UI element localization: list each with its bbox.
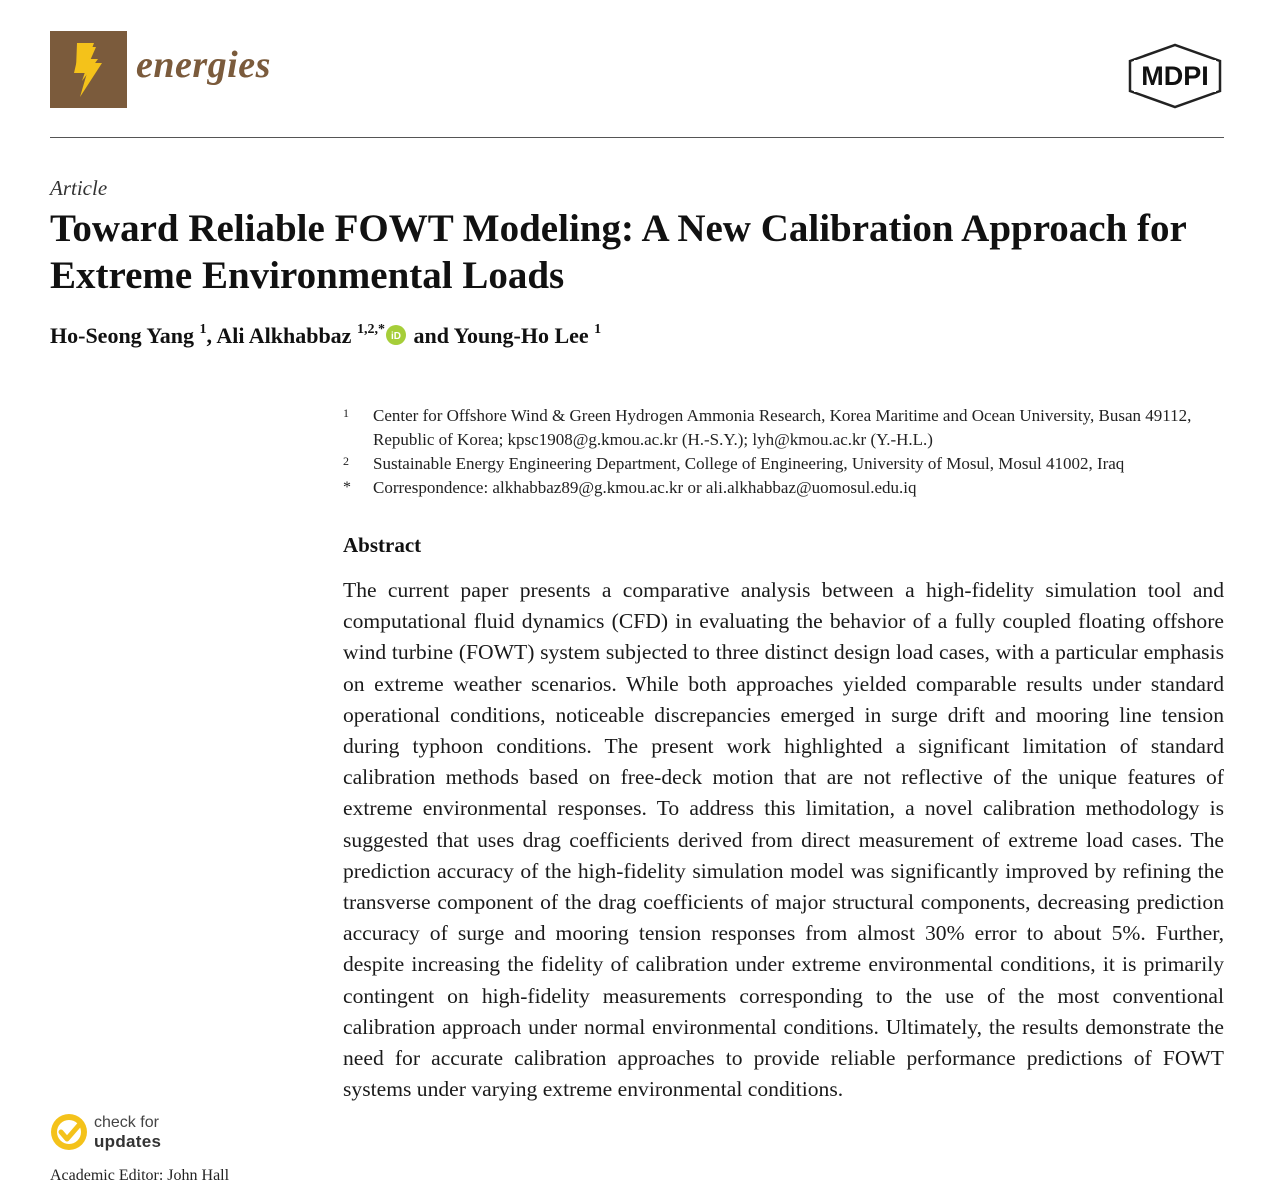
check-label: check for [94, 1114, 159, 1131]
abstract-heading: Abstract [343, 533, 422, 557]
abstract-text: The current paper presents a comparative analysis between a high-fidelity simulation tool and computational fluid dynamics (CFD) in evaluating the behavior of a fully coupled floating offshore wind turbine (FOWT) system subjected to three distinct design load cases, with a particular emphasis on extreme weather scenarios. While both approaches yielded comparable results under standard operational conditions, noticeable discrepancies emerged in surge drift and mooring line tension during typhoon conditions. The present work highlighted a significant limitation of standard calibration methods based on free-deck motion that are not reflective of the unique features of extreme environmental responses. To address this limitation, a novel calibration methodology is suggested that uses drag coefficients derived from direct measurement of extreme load cases. The prediction accuracy of the high-fidelity simulation model was significantly improved by refining the transverse component of the drag coefficients of major structural components, decreasing prediction accuracy of surge and mooring tension responses from almost 30% error to about 5%. Further, despite increasing the fidelity of calibration under extreme environmental conditions, it is primarily contingent on high-fidelity measurements corresponding to the use of the most conventional calibration approach under normal environmental conditions. Ultimately, the results demonstrate the need for accurate calibration approaches to provide reliable performance predictions of FOWT systems under varying extreme environmental conditions. [343, 578, 1224, 1102]
orcid-icon[interactable] [386, 325, 406, 345]
correspondence-item [343, 476, 1233, 500]
affiliation-number: 1 [343, 406, 349, 420]
author-name[interactable]: Ali Alkhabbaz [216, 323, 352, 348]
affiliations [343, 404, 1233, 500]
journal-header [50, 31, 1224, 111]
correspondence-text[interactable]: Correspondence: alkhabbaz89@g.kmou.ac.kr or ali.alkhabbaz@uomosul.edu.iq [373, 478, 917, 497]
header-divider [50, 137, 1224, 138]
lightning-bolt-logo-icon[interactable] [50, 31, 127, 108]
affiliation-mark: 1 [594, 321, 602, 337]
author-list [50, 323, 601, 349]
article-title: Toward Reliable FOWT Modeling: A New Calibration Approach for Extreme Environmental Loads [50, 207, 1187, 297]
publisher-name: MDPI [1141, 61, 1209, 91]
academic-editor: Academic Editor: John Hall [50, 1167, 230, 1184]
check-for-updates-badge[interactable] [50, 1113, 190, 1157]
affiliation-item [343, 404, 1233, 452]
author-name[interactable]: Ho-Seong Yang [50, 323, 195, 348]
affiliation-text: Sustainable Energy Engineering Department, College of Engineering, University of Mosul, Mosul 41002, Iraq [373, 454, 1125, 473]
affiliation-item [343, 452, 1233, 476]
correspondence-mark: * [343, 479, 351, 496]
affiliation-text: Center for Offshore Wind & Green Hydrogen Ammonia Research, Korea Maritime and Ocean University, Busan 49112, Republic of Korea; kpsc1908@g.kmou.ac.kr (H.-S.Y.); lyh@kmou.ac.kr (Y.-H.L.) [373, 406, 1192, 449]
affiliation-number: 2 [343, 454, 349, 468]
author-separator: and [407, 323, 454, 348]
checkmark-circle-icon [50, 1113, 88, 1151]
author-separator: , [206, 323, 217, 348]
mdpi-hexagon-logo-icon[interactable] [1126, 43, 1224, 109]
journal-name[interactable]: energies [136, 44, 271, 86]
orcid-label: iD [390, 331, 401, 342]
affiliation-mark: 1 [199, 321, 207, 337]
article-type: Article [50, 176, 108, 200]
author-name[interactable]: Young-Ho Lee [453, 323, 589, 348]
affiliation-mark: 1,2,* [356, 321, 385, 337]
updates-label: updates [94, 1132, 162, 1151]
